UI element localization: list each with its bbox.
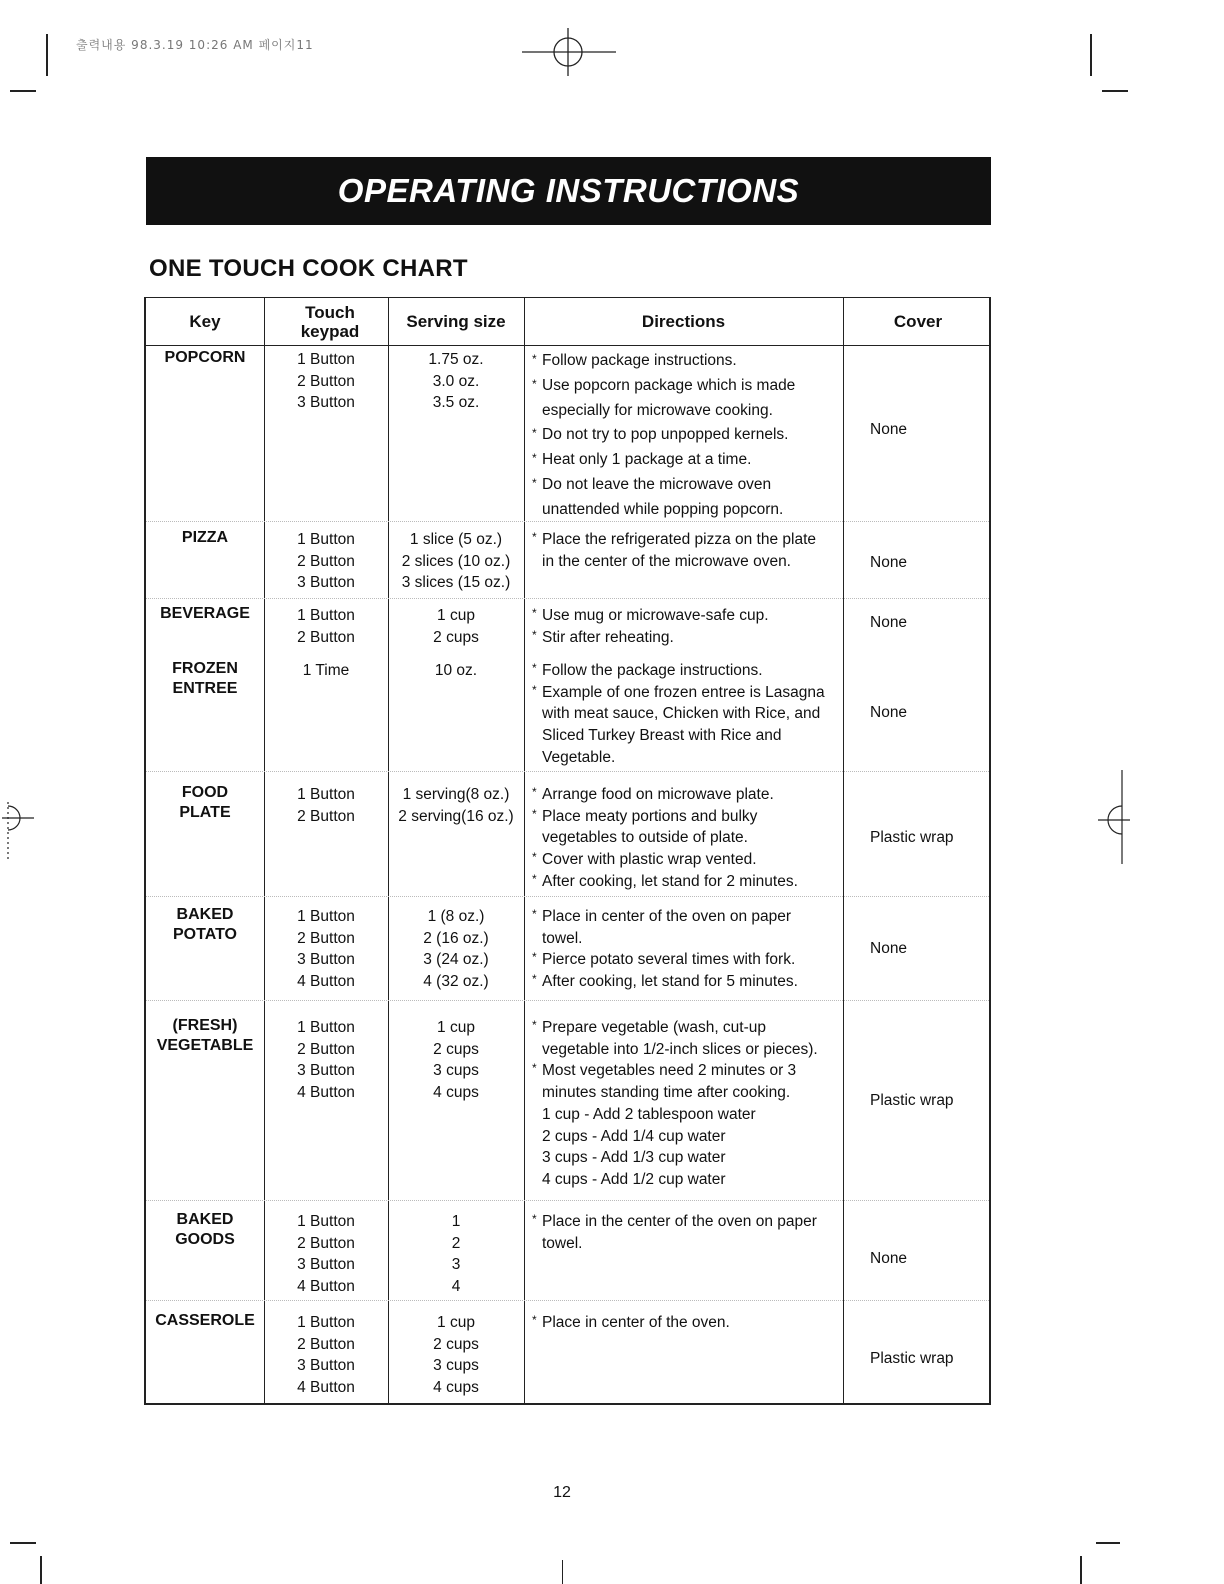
touch-keypad-value: 2 Button	[297, 807, 355, 825]
key-label: (FRESH)	[172, 1017, 238, 1034]
direction-bullet: * After cooking, let stand for 5 minutes.	[532, 971, 838, 993]
registration-mark-left	[0, 790, 40, 870]
header-serving-size: Serving size	[406, 312, 506, 331]
key-cell	[146, 1311, 264, 1331]
serving-size-cell	[388, 605, 524, 648]
touch-keypad-value: 3 Button	[297, 394, 355, 412]
direction-bullet: * Follow package instructions.	[532, 349, 838, 374]
cover-cell: Plastic wrap	[870, 1092, 954, 1109]
touch-keypad-cell	[264, 784, 388, 827]
touch-keypad-value: 3 Button	[297, 951, 355, 969]
crop-mark	[1080, 1556, 1082, 1584]
key-cell	[146, 528, 264, 548]
touch-keypad-value: 3 Button	[297, 1062, 355, 1080]
directions-cell	[532, 1312, 838, 1334]
cover-cell: None	[870, 614, 908, 631]
serving-size-value: 3 slices (15 oz.)	[401, 574, 511, 592]
direction-line: 2 cups - Add 1/4 cup water	[542, 1127, 726, 1145]
serving-size-value: 2 cups	[433, 1335, 479, 1353]
crop-mark	[10, 90, 36, 92]
key-label: VEGETABLE	[156, 1037, 254, 1054]
direction-line: towel.	[542, 1234, 583, 1252]
key-cell	[146, 1210, 264, 1250]
direction-line: vegetables to outside of plate.	[542, 829, 748, 847]
touch-keypad-value: 3 Button	[297, 574, 355, 592]
directions-cell	[532, 784, 838, 893]
page-banner: OPERATING INSTRUCTIONS	[146, 157, 991, 225]
directions-cell	[532, 349, 838, 523]
crop-mark	[40, 1556, 42, 1584]
serving-size-value: 1 cup	[437, 1019, 475, 1036]
cover-cell: Plastic wrap	[870, 1350, 954, 1367]
direction-line: unattended while popping popcorn.	[542, 500, 784, 518]
touch-keypad-cell	[264, 660, 388, 682]
key-cell	[146, 659, 264, 699]
key-label: POPCORN	[164, 349, 246, 366]
key-label: FROZEN	[172, 660, 238, 677]
touch-keypad-cell	[264, 1312, 388, 1399]
touch-keypad-value: 1 Time	[302, 662, 350, 679]
serving-size-value: 2	[451, 1234, 461, 1252]
direction-line: vegetable into 1/2-inch slices or pieces).	[542, 1040, 818, 1058]
serving-size-cell	[388, 529, 524, 594]
key-cell	[146, 783, 264, 823]
direction-bullet: * After cooking, let stand for 2 minutes.	[532, 871, 838, 893]
serving-size-value: 1 serving(8 oz.)	[402, 786, 510, 803]
direction-bullet: * Place in center of the oven on paper	[532, 906, 838, 928]
direction-bullet: * Place meaty portions and bulky	[532, 806, 838, 828]
direction-bullet: * Do not leave the microwave oven	[532, 473, 838, 498]
direction-bullet: * Example of one frozen entree is Lasagna	[532, 682, 838, 704]
row-separator	[146, 771, 989, 772]
column-divider	[524, 298, 525, 1403]
crop-mark	[1090, 34, 1092, 76]
direction-line: minutes standing time after cooking.	[542, 1084, 791, 1102]
touch-keypad-value: 1 Button	[297, 908, 355, 925]
touch-keypad-value: 3 Button	[297, 1357, 355, 1375]
touch-keypad-value: 4 Button	[297, 1379, 355, 1397]
serving-size-value: 3.5 oz.	[432, 394, 480, 412]
page-number: 12	[553, 1484, 571, 1501]
serving-size-value: 3 cups	[433, 1062, 479, 1080]
touch-keypad-value: 1 Button	[297, 531, 355, 548]
serving-size-value: 1 slice (5 oz.)	[409, 531, 503, 548]
registration-mark-top	[520, 28, 620, 78]
serving-size-value: 3	[451, 1256, 461, 1274]
serving-size-value: 1 cup	[437, 607, 475, 624]
touch-keypad-value: 3 Button	[297, 1256, 355, 1274]
touch-keypad-value: 4 Button	[297, 1278, 355, 1296]
row-separator	[146, 1300, 989, 1301]
cover-cell: None	[870, 940, 908, 957]
serving-size-value: 3 cups	[433, 1357, 479, 1375]
serving-size-value: 2 slices (10 oz.)	[401, 552, 511, 570]
directions-cell	[532, 1211, 838, 1254]
serving-size-value: 4	[451, 1278, 461, 1296]
direction-line: Sliced Turkey Breast with Rice and	[542, 727, 782, 745]
serving-size-cell	[388, 1211, 524, 1298]
header-key: Key	[189, 312, 221, 331]
cook-chart-table	[144, 297, 991, 1405]
directions-cell	[532, 660, 838, 769]
key-label: PIZZA	[181, 529, 229, 546]
serving-size-cell	[388, 660, 524, 682]
touch-keypad-value: 1 Button	[297, 1019, 355, 1036]
registration-mark-right	[1096, 770, 1132, 870]
serving-size-value: 3.0 oz.	[432, 372, 480, 390]
crop-mark	[1096, 1542, 1120, 1544]
direction-bullet: * Pierce potato several times with fork.	[532, 949, 838, 971]
key-cell	[146, 1016, 264, 1056]
serving-size-cell	[388, 1312, 524, 1399]
serving-size-value: 1 (8 oz.)	[427, 908, 485, 925]
key-label: ENTREE	[172, 680, 238, 697]
touch-keypad-cell	[264, 605, 388, 648]
serving-size-value: 1 cup	[437, 1314, 475, 1331]
direction-bullet: * Use popcorn package which is made	[532, 374, 838, 399]
directions-cell	[532, 906, 838, 993]
key-cell	[146, 905, 264, 945]
serving-size-value: 3 (24 oz.)	[423, 951, 489, 969]
direction-line: 3 cups - Add 1/3 cup water	[542, 1149, 726, 1167]
chart-title: ONE TOUCH COOK CHART	[149, 255, 468, 282]
cover-cell: Plastic wrap	[870, 829, 954, 846]
touch-keypad-value: 2 Button	[297, 1234, 355, 1252]
touch-keypad-value: 2 Button	[297, 1335, 355, 1353]
key-label: BAKED	[176, 906, 234, 923]
key-cell	[146, 348, 264, 368]
direction-bullet: * Do not try to pop unpopped kernels.	[532, 423, 838, 448]
touch-keypad-cell	[264, 1211, 388, 1298]
header-cover: Cover	[893, 312, 943, 331]
direction-bullet: * Use mug or microwave-safe cup.	[532, 605, 838, 627]
touch-keypad-value: 2 Button	[297, 552, 355, 570]
direction-bullet: * Place in the center of the oven on paper	[532, 1211, 838, 1233]
touch-keypad-value: 1 Button	[297, 1314, 355, 1331]
direction-bullet: * Place the refrigerated pizza on the plate	[532, 529, 838, 551]
direction-line: Vegetable.	[542, 748, 616, 766]
serving-size-cell	[388, 349, 524, 414]
touch-keypad-cell	[264, 529, 388, 594]
touch-keypad-value: 2 Button	[297, 1040, 355, 1058]
direction-bullet: * Most vegetables need 2 minutes or 3	[532, 1060, 838, 1082]
direction-bullet: * Arrange food on microwave plate.	[532, 784, 838, 806]
directions-cell	[532, 605, 838, 648]
key-label: POTATO	[173, 926, 237, 943]
touch-keypad-value: 1 Button	[297, 351, 355, 368]
serving-size-value: 2 cups	[433, 628, 479, 646]
direction-bullet: * Place in center of the oven.	[532, 1312, 838, 1334]
serving-size-value: 4 (32 oz.)	[423, 973, 489, 991]
header-divider	[146, 345, 989, 346]
direction-bullet: * Stir after reheating.	[532, 627, 838, 649]
cover-cell: None	[870, 1250, 908, 1267]
print-header: 출력내용 98.3.19 10:26 AM 페이지11	[76, 38, 314, 52]
key-label: BEVERAGE	[160, 605, 250, 622]
serving-size-value: 2 cups	[433, 1040, 479, 1058]
serving-size-cell	[388, 1017, 524, 1104]
serving-size-value: 10 oz.	[434, 662, 478, 679]
touch-keypad-value: 1 Button	[297, 1213, 355, 1230]
serving-size-value: 4 cups	[433, 1379, 479, 1397]
touch-keypad-value: 2 Button	[297, 372, 355, 390]
direction-line: 4 cups - Add 1/2 cup water	[542, 1170, 726, 1188]
serving-size-value: 2 (16 oz.)	[423, 929, 489, 947]
directions-cell	[532, 1017, 838, 1191]
touch-keypad-value: 2 Button	[297, 929, 355, 947]
crop-mark	[10, 1542, 36, 1544]
direction-bullet: * Heat only 1 package at a time.	[532, 448, 838, 473]
touch-keypad-value: 2 Button	[297, 628, 355, 646]
touch-keypad-value: 4 Button	[297, 973, 355, 991]
header-directions: Directions	[641, 312, 726, 331]
crop-mark	[562, 1560, 563, 1584]
key-label: BAKED	[176, 1211, 234, 1228]
serving-size-value: 1.75 oz.	[428, 351, 484, 368]
direction-bullet: * Follow the package instructions.	[532, 660, 838, 682]
row-separator	[146, 896, 989, 897]
cover-cell: None	[870, 421, 908, 438]
header-touch-keypad: Touch keypad	[300, 302, 360, 341]
touch-keypad-value: 1 Button	[297, 607, 355, 624]
directions-cell	[532, 529, 838, 572]
key-cell	[146, 604, 264, 624]
row-separator	[146, 1200, 989, 1201]
key-label: GOODS	[175, 1231, 235, 1248]
touch-keypad-cell	[264, 349, 388, 414]
direction-line: with meat sauce, Chicken with Rice, and	[542, 705, 821, 723]
cover-cell: None	[870, 704, 908, 721]
serving-size-value: 1	[451, 1213, 461, 1230]
serving-size-value: 2 serving(16 oz.)	[398, 807, 514, 825]
direction-line: in the center of the microwave oven.	[542, 552, 791, 570]
touch-keypad-value: 1 Button	[297, 786, 355, 803]
crop-mark	[46, 34, 48, 76]
touch-keypad-cell	[264, 1017, 388, 1104]
direction-line: 1 cup - Add 2 tablespoon water	[542, 1105, 756, 1123]
touch-keypad-value: 4 Button	[297, 1084, 355, 1102]
serving-size-value: 4 cups	[433, 1084, 479, 1102]
key-label: PLATE	[179, 804, 231, 821]
row-separator	[146, 598, 989, 599]
direction-line: especially for microwave cooking.	[542, 401, 773, 419]
cover-cell: None	[870, 554, 908, 571]
key-label: FOOD	[181, 784, 229, 801]
key-label: CASSEROLE	[155, 1312, 255, 1329]
crop-mark	[1102, 90, 1128, 92]
serving-size-cell	[388, 784, 524, 827]
column-divider	[843, 298, 844, 1403]
serving-size-cell	[388, 906, 524, 993]
direction-line: towel.	[542, 929, 583, 947]
direction-bullet: * Cover with plastic wrap vented.	[532, 849, 838, 871]
row-separator	[146, 1000, 989, 1001]
touch-keypad-cell	[264, 906, 388, 993]
direction-bullet: * Prepare vegetable (wash, cut-up	[532, 1017, 838, 1039]
